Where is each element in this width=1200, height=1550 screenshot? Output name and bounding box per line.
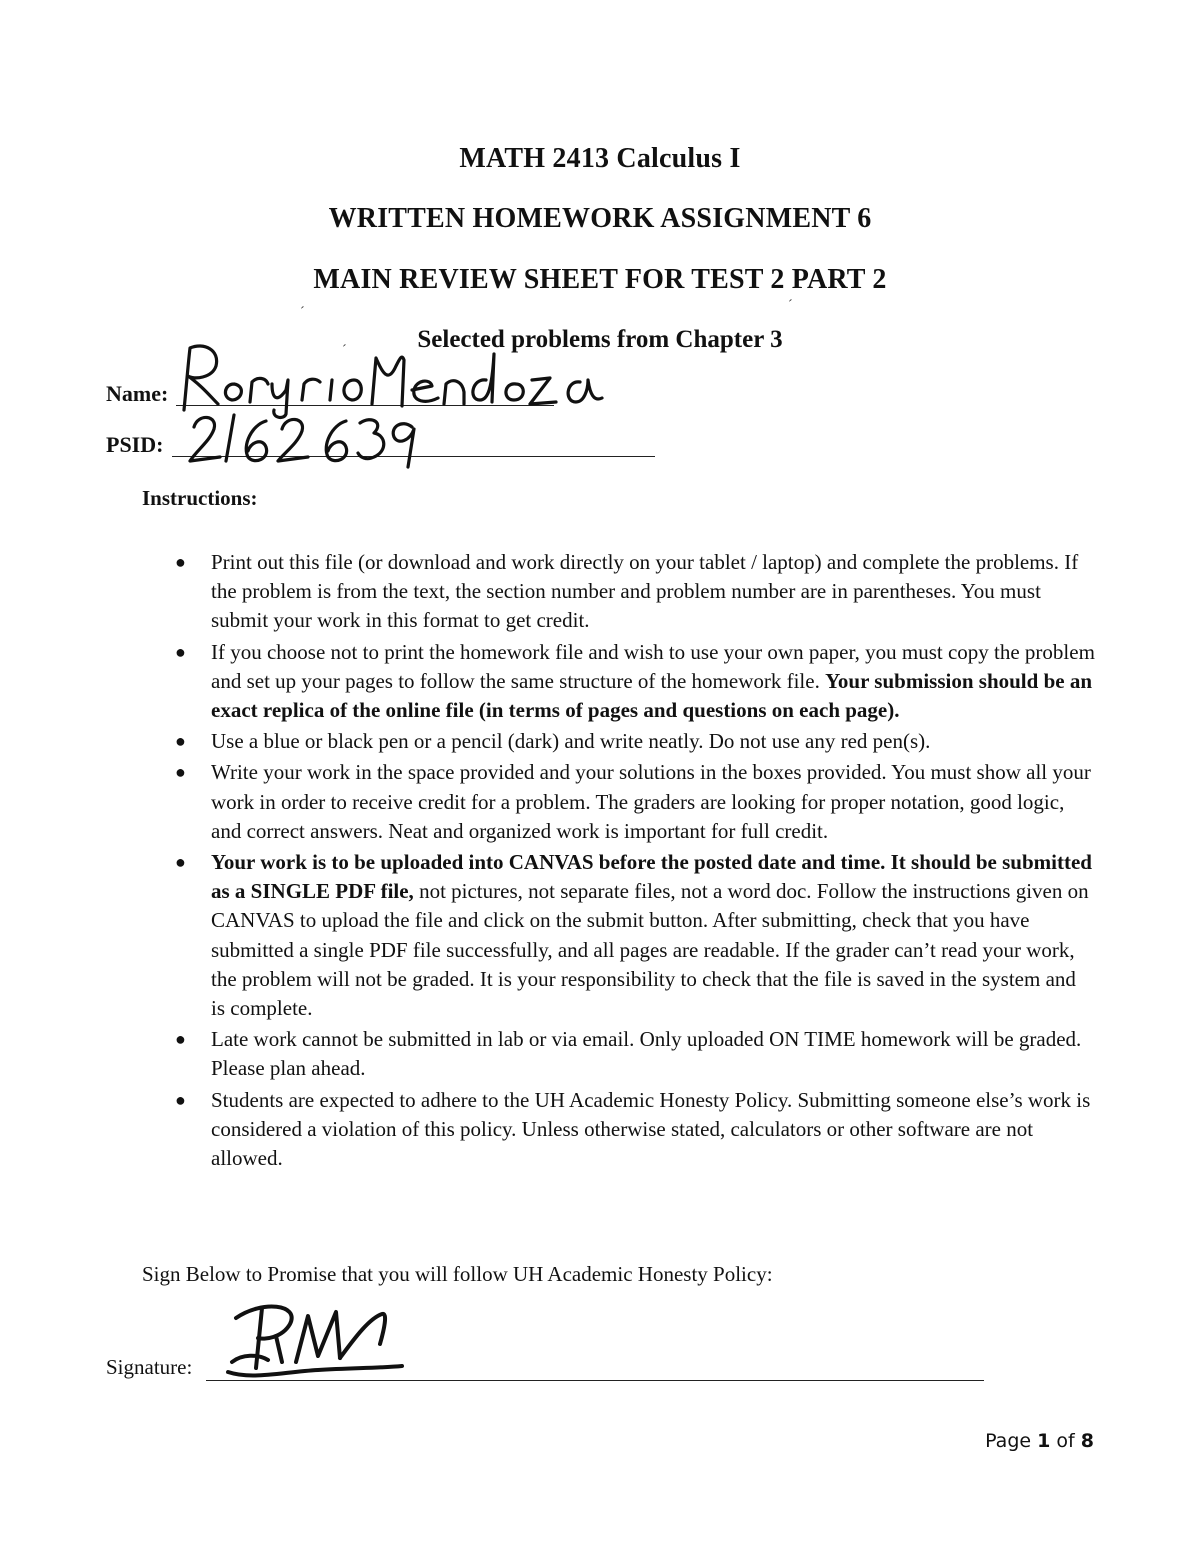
name-label: Name: [106, 381, 169, 406]
honesty-promise: Sign Below to Promise that you will follow UH Academic Honesty Policy: [142, 1262, 773, 1286]
instruction-text: Use a blue or black pen or a pencil (dark) and write neatly. Do not use any red pen(s). [211, 729, 931, 754]
instruction-item [170, 1086, 1095, 1174]
instruction-text: not pictures, not separate files, not a word doc. Follow the instructions given on CANVAS to upload the file and click on the submit button. After submitting, check that you have submitted a single PDF file successfully, and all pages are readable. If the grader can’t read your work, the problem will not be graded. It is your responsibility to check that the file is saved in the system and is complete. [211, 879, 1089, 1021]
bullet-icon: ● [175, 1029, 186, 1050]
instructions-heading: Instructions: [142, 486, 258, 510]
bullet-icon: ● [175, 552, 186, 572]
instruction-text: Students are expected to adhere to the UH Academic Honesty Policy. Submitting someone else’s work is considered a violation of this policy. Unless otherwise stated, calculators or other software are not allowed. [211, 1087, 1091, 1171]
assignment-title: WRITTEN HOMEWORK ASSIGNMENT 6 [328, 203, 872, 234]
instruction-item [170, 548, 1095, 636]
instruction-text: Print out this file (or download and work directly on your tablet / laptop) and complete the problems. If the problem is from the text, the section number and problem number are in parentheses. You must submit your work in this format to get credit. [211, 550, 1079, 633]
handwritten-signature [222, 1296, 412, 1386]
bullet-icon: ● [175, 731, 186, 752]
review-title: MAIN REVIEW SHEET FOR TEST 2 PART 2 [313, 264, 887, 295]
instruction-item [170, 758, 1095, 846]
course-title: MATH 2413 Calculus I [459, 143, 741, 174]
signature-label: Signature: [106, 1355, 193, 1379]
pen-mark: ˊ [300, 305, 305, 320]
instruction-text: If you choose not to print the homework file and wish to use your own paper, you must copy the problem and set up your pages to follow the same structure of the homework file. [211, 639, 1095, 693]
handwritten-psid [180, 405, 430, 470]
bullet-icon: ● [175, 1089, 186, 1110]
instruction-text: Late work cannot be submitted in lab or via email. Only uploaded ON TIME homework will be graded. Please plan ahead. [211, 1027, 1082, 1081]
bullet-icon: ● [175, 641, 186, 662]
instruction-item [170, 727, 1095, 756]
pen-mark: ˊ [788, 298, 793, 313]
instructions-list [170, 548, 1095, 1175]
instruction-item [170, 1025, 1095, 1083]
instruction-emphasis: Your submission should be an exact replica of the online file (in terms of pages and questions on each page). [211, 668, 1092, 723]
chapter-subtitle: Selected problems from Chapter 3 [417, 326, 783, 353]
pen-mark: ˊ [342, 343, 347, 358]
instruction-item [170, 848, 1095, 1023]
instruction-item [170, 638, 1095, 726]
instruction-text: Write your work in the space provided and your solutions in the boxes provided. You must show all your work in order to receive credit for a problem. The graders are looking for proper notation, good logic, and correct answers. Neat and organized work is important for full credit. [211, 760, 1091, 843]
bullet-icon: ● [175, 762, 186, 783]
instruction-emphasis: Your work is to be uploaded into CANVAS before the posted date and time. It should be submitted as a SINGLE PDF file, [211, 850, 1092, 904]
bullet-icon: ● [175, 852, 186, 873]
page-number: Page 1 of 8 [985, 1430, 1094, 1452]
psid-label: PSID: [106, 432, 164, 457]
